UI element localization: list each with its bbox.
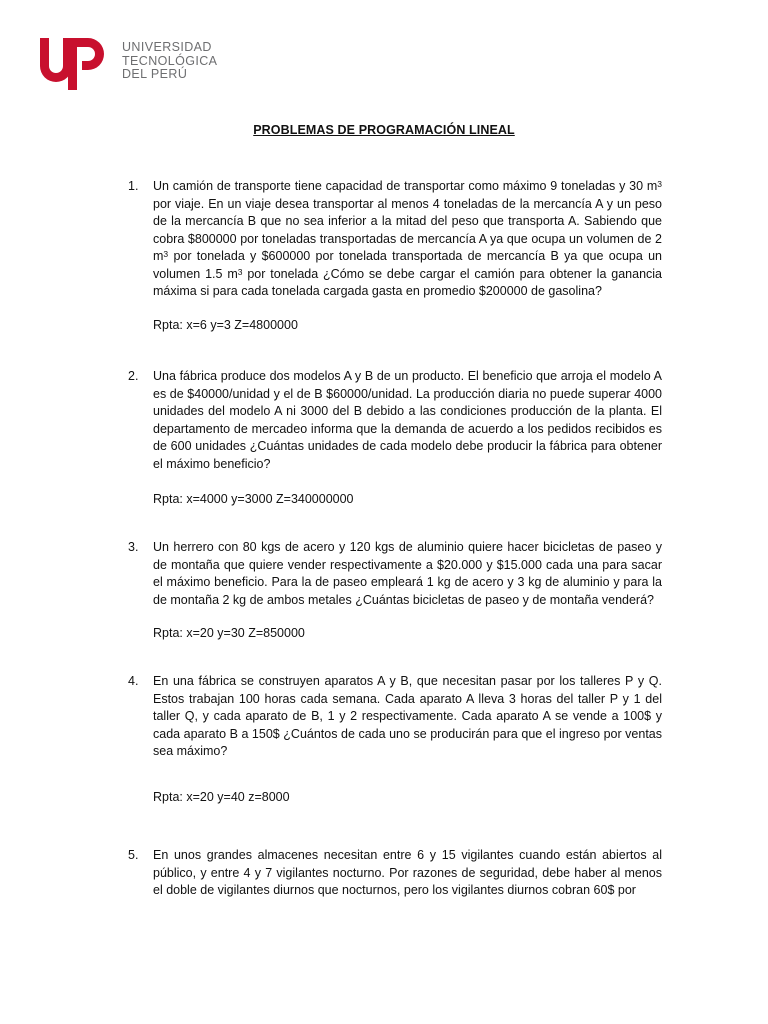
- problem-text: En una fábrica se construyen aparatos A y B, que necesitan pasar por los talleres P y Q. Estos trabajan 100 horas cada semana. Cada aparato A lleva 3 horas del taller P y 1 del taller Q, y cada aparato de B, 1 y 2 respectivamente. Cada aparato A se vende a 100$ y cada aparato B a 150$ ¿Cuántos de cada uno se producirán para que el ingreso por ventas sea máximo?: [153, 674, 662, 758]
- problem-number: 3.: [128, 540, 139, 554]
- problem-text-part: por tonelada y $600000 por tonelada transportada de mercancía B ya que ocupa un volumen 1.5 m: [153, 249, 662, 281]
- institution-name: [122, 41, 217, 82]
- institution-line-2: TECNOLÓGICA: [122, 53, 218, 68]
- problem-text: Una fábrica produce dos modelos A y B de un producto. El beneficio que arroja el modelo A es de $40000/unidad y el de B $60000/unidad. La producción diaria no puede superar 4000 unidades del modelo A ni 3000 del B debido a las condiciones producción de la planta. El departamento de mercadeo informa que la demanda de acuerdo a los pedidos recibidos es de 600 unidades ¿Cuántas unidades de cada modelo debe producir la fábrica para obtener el máximo beneficio?: [153, 369, 662, 471]
- superscript: 3: [657, 179, 662, 189]
- institution-line-3: DEL PERÚ: [122, 67, 188, 81]
- problem-text: En unos grandes almacenes necesitan entre 6 y 15 vigilantes cuando están abiertos al público, y entre 4 y 7 vigilantes nocturno. Por razones de seguridad, debe haber al menos el doble de vigilantes diurnos que nocturnos, pero los vigilantes diurnos cobran 60$ por: [153, 848, 662, 897]
- problem-2: [128, 368, 662, 473]
- answer-2: Rpta: x=4000 y=3000 Z=340000000: [153, 492, 354, 506]
- problem-1: [128, 178, 662, 301]
- problem-number: 2.: [128, 369, 139, 383]
- problem-text-part: Un camión de transporte tiene capacidad de transportar como máximo 9 toneladas y 30 m: [153, 179, 658, 193]
- superscript: 3: [237, 266, 243, 277]
- problem-number: 4.: [128, 674, 139, 688]
- problem-4: [128, 673, 662, 761]
- answer-1: Rpta: x=6 y=3 Z=4800000: [153, 318, 298, 332]
- problem-number: 1.: [128, 179, 139, 193]
- institution-line-1: UNIVERSIDAD: [122, 40, 212, 54]
- problem-text: Un herrero con 80 kgs de acero y 120 kgs de aluminio quiere hacer bicicletas de paseo y de montaña que quiere vender respectivamente a $20.000 y $15.000 cada una para sacar el máximo beneficio. Para la de paseo empleará 1 kg de acero y 3 kg de aluminio y para la de montaña 2 kg de ambos metales ¿Cuántas bicicletas de paseo y de montaña venderá?: [153, 540, 662, 607]
- document-title: PROBLEMAS DE PROGRAMACIÓN LINEAL: [253, 123, 515, 137]
- answer-3: Rpta: x=20 y=30 Z=850000: [153, 626, 305, 640]
- problem-3: [128, 539, 662, 609]
- problem-text-part: por viaje. En un viaje desea transportar al menos 4 toneladas de la mercancía A y un peso de la mercancía B que no sea inferior a la mitad del peso que transporta A. Sabiendo que cobra $800000 por toneladas transportadas de mercancía A ya que ocupa un volumen de 2 m: [153, 196, 662, 263]
- university-logo: [38, 32, 218, 94]
- problem-text: [153, 178, 662, 301]
- answer-4: Rpta: x=20 y=40 z=8000: [153, 790, 290, 804]
- problem-text-part: por tonelada ¿Cómo se debe cargar el camión para obtener la ganancia máxima si para cada tonelada cargada gasta en promedio $200000 de gasolina?: [153, 266, 662, 298]
- problem-number: 5.: [128, 848, 139, 862]
- problem-5: [128, 847, 662, 900]
- superscript: 3: [163, 249, 169, 259]
- utp-logo-icon: [38, 32, 108, 94]
